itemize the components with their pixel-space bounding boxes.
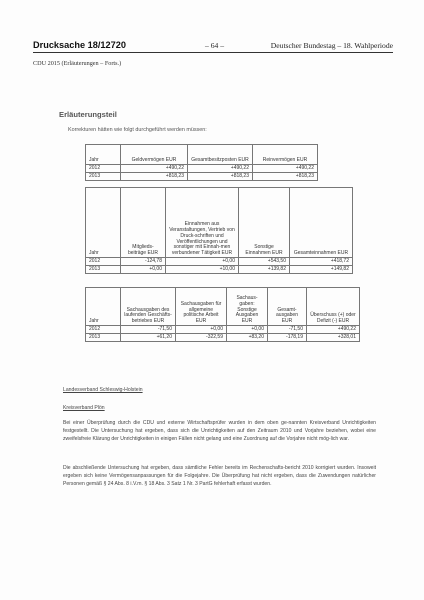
header-cell: Gesamteinnahmen EUR: [290, 188, 353, 258]
cell: +490,22: [188, 165, 253, 173]
cell: +83,20: [227, 334, 268, 342]
header-cell: Mitglieds-beiträge EUR: [121, 188, 166, 258]
paragraph-2: Die abschließende Untersuchung hat ergeben, dass sämtliche Fehler bereits im Rechenschafts-bericht 2010 korrigiert wurden. Insoweit ergeben sich keine Vermögensanpassungen für die Folgejahre. Die Überprüfung hat nicht ergeben, dass die Zuwendungen natürlicher Personen gemäß § 24 Abs. 8 i.V.m. § 18 Abs. 3 Satz 1 Nr. 3 PartG fehlerhaft erfasst wurden.: [63, 465, 376, 487]
cell: +61,20: [121, 334, 176, 342]
table-income: [85, 187, 353, 274]
cell: +149,82: [290, 266, 353, 274]
cell: +490,22: [307, 326, 360, 334]
table-expenses: [85, 287, 360, 342]
header-cell: Einnahmen aus Veranstaltungen, Vertrieb von Druck-schriften und Veröffentlichungen und sonstiger mit Einnah-men verbundener Tätigkeit EUR: [166, 188, 239, 258]
cell: +0,00: [227, 326, 268, 334]
table-header-row: [86, 288, 360, 326]
table-header-row: [86, 145, 318, 165]
header-cell: Sonstige Einnahmen EUR: [239, 188, 290, 258]
cell: +0,00: [166, 258, 239, 266]
paragraph-1: Bei einer Überprüfung durch die CDU und externe Wirtschaftsprüfer wurden in dem oben ge-nannten Kreisverband Unrichtigkeiten festgestellt. Die Untersuchung hat ergeben, dass sich die Unrichtigkeiten auf den Zeitraum 2010 und Vorjahre beziehen, wobei eine zweifelsfreie Klärung der Unrichtigkeiten in einigen Fällen nicht gelang und eine Zuordnung auf die Vorjahre nicht mög-lich war.: [63, 420, 376, 442]
header-cell: Sachaus-gaben: Sonstige Ausgaben EUR: [227, 288, 268, 326]
intro-text: Korrekturen hätten wie folgt durchgeführt werden müssen:: [68, 127, 207, 133]
cell: +490,22: [121, 165, 188, 173]
cell: +818,23: [253, 173, 318, 181]
cell: 2012: [86, 326, 121, 334]
table-row: [86, 165, 318, 173]
table-row: [86, 326, 360, 334]
cell: -71,50: [268, 326, 307, 334]
header-cell: Gesamt-ausgaben EUR: [268, 288, 307, 326]
cell: -124,78: [121, 258, 166, 266]
subheader: CDU 2015 (Erläuterungen – Forts.): [33, 60, 122, 67]
landesverband-heading: Landesverband Schleswig-Holstein: [63, 387, 143, 393]
parliament-label: Deutscher Bundestag – 18. Wahlperiode: [270, 41, 393, 50]
cell: 2013: [86, 266, 121, 274]
header-cell: Sachausgaben des laufenden Geschäfts-betriebes EUR: [121, 288, 176, 326]
header-cell: Geldvermögen EUR: [121, 145, 188, 165]
table-assets: [85, 144, 318, 181]
cell: +490,22: [253, 165, 318, 173]
cell: 2013: [86, 173, 121, 181]
document-number: Drucksache 18/12720: [33, 40, 126, 50]
cell: 2012: [86, 165, 121, 173]
cell: 2012: [86, 258, 121, 266]
table-row: [86, 266, 353, 274]
kreisverband-heading: Kreisverband Plön: [63, 405, 105, 411]
header-cell: Jahr: [86, 288, 121, 326]
cell: -178,19: [268, 334, 307, 342]
header-cell: Jahr: [86, 188, 121, 258]
cell: -322,59: [176, 334, 227, 342]
cell: +328,01: [307, 334, 360, 342]
header-cell: Überschuss (+) oder Defizit (-) EUR: [307, 288, 360, 326]
cell: +0,00: [121, 266, 166, 274]
cell: +543,50: [239, 258, 290, 266]
cell: 2013: [86, 334, 121, 342]
running-header: [33, 40, 393, 52]
table-row: [86, 334, 360, 342]
cell: +139,82: [239, 266, 290, 274]
table-header-row: [86, 188, 353, 258]
cell: +818,23: [188, 173, 253, 181]
header-rule: [33, 52, 393, 53]
header-cell: Gesamtbesitzposten EUR: [188, 145, 253, 165]
header-cell: Jahr: [86, 145, 121, 165]
header-cell: Sachausgaben für allgemeine politische Arbeit EUR: [176, 288, 227, 326]
cell: -71,50: [121, 326, 176, 334]
cell: +418,72: [290, 258, 353, 266]
cell: +10,00: [166, 266, 239, 274]
cell: +0,00: [176, 326, 227, 334]
page-number: – 64 –: [205, 41, 224, 50]
section-title: Erläuterungsteil: [59, 110, 117, 119]
table-row: [86, 173, 318, 181]
cell: +818,23: [121, 173, 188, 181]
header-cell: Reinvermögen EUR: [253, 145, 318, 165]
table-row: [86, 258, 353, 266]
